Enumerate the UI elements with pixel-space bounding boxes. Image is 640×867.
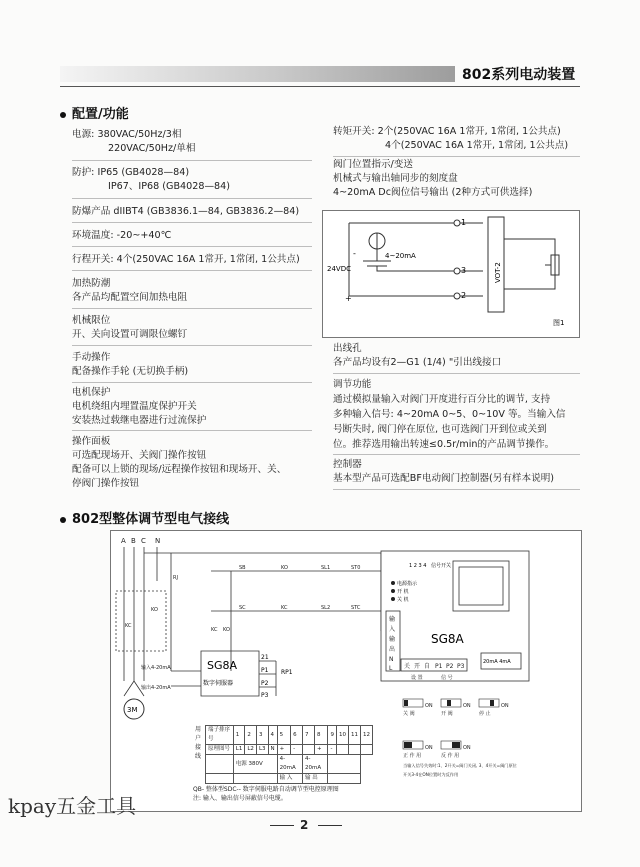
terminal-grid xyxy=(205,725,373,784)
ambient-spec: 环境温度: -20~+40℃ xyxy=(72,230,172,241)
terminal-cell: + xyxy=(277,745,290,755)
terminal-side-char: 用 xyxy=(194,726,201,733)
torque-line-1: 2个(250VAC 16A 1常开, 1常闭, 1公共点) xyxy=(377,126,561,137)
divider xyxy=(72,270,312,271)
divider xyxy=(333,489,580,490)
terminal-row-label: 端子排序号 xyxy=(206,726,234,745)
dip-lever xyxy=(404,742,412,748)
dip-label: 开 阀 xyxy=(441,711,453,717)
manual-text: 配备操作手轮 (无切换手柄) xyxy=(72,366,189,377)
device-label: VOT-2 xyxy=(494,262,502,283)
torque-line-2: 4个(250VAC 16A 1常开, 1常闭, 1公共点) xyxy=(385,140,569,151)
header-rule xyxy=(60,86,580,87)
regulate-line-1: 通过模拟量输入对阀门开度进行百分比的调节, 支持 xyxy=(333,394,551,405)
terminal-cell: 4-20mA xyxy=(303,755,328,774)
terminal-label: 1 xyxy=(461,218,467,227)
power-label: 电源: xyxy=(72,129,95,140)
power-spec xyxy=(72,128,195,156)
terminal-number: 2 xyxy=(245,726,257,745)
dip-switch xyxy=(479,699,499,707)
terminal-cell xyxy=(303,745,315,755)
position-line-1: 机械式与输出轴同步的刻度盘 xyxy=(333,173,458,184)
board-legend-item: 关 xyxy=(404,663,411,670)
mech-limit-text: 开、关向设置可调限位螺钉 xyxy=(72,329,188,340)
terminal-side-char: 户 xyxy=(194,735,201,742)
divider xyxy=(333,454,580,455)
board-side-label: 输 xyxy=(389,636,396,643)
footer-rule xyxy=(318,825,342,826)
signal-label: 输入4-20mA xyxy=(141,665,171,671)
divider xyxy=(72,198,312,199)
bullet-icon xyxy=(60,112,66,118)
terminal-cell: L1 xyxy=(233,745,245,755)
board-range: 20mA 4mA xyxy=(483,659,511,665)
outlet-title: 出线孔 xyxy=(333,343,362,354)
travel-switch-spec: 行程开关: 4个(250VAC 16A 1常开, 1常闭, 1公共点) xyxy=(72,254,300,265)
figure-1-diagram xyxy=(323,211,579,337)
terminal-cell: N xyxy=(268,745,277,755)
terminal-cell: - xyxy=(291,745,303,755)
terminal-number: 10 xyxy=(336,726,348,745)
motor-protect-line-2: 安装热过载继电器进行过流保护 xyxy=(72,415,207,426)
wiring-diagram-box xyxy=(110,530,582,812)
dip-label: 关 阀 xyxy=(403,711,415,717)
dip-mark: ON xyxy=(463,745,471,751)
position-line-2: 4~20mA Dc阀位信号输出 (2种方式可供选择) xyxy=(333,187,533,198)
dip-label: 停 止 xyxy=(479,711,491,717)
terminal-number: 3 xyxy=(256,726,268,745)
terminal-cell: 输 入 xyxy=(277,774,302,784)
relay-label: KC xyxy=(281,605,288,611)
dip-note: 开关3-4在ON位置时为反作用 xyxy=(403,772,459,777)
relay-label: KO xyxy=(223,627,230,633)
terminal-number: 6 xyxy=(291,726,303,745)
motor-protect-spec xyxy=(72,386,206,428)
module-name: SG8A xyxy=(207,659,238,672)
dip-lever xyxy=(490,700,494,706)
module-sub: 数字伺服器 xyxy=(203,680,234,687)
supply-label: 24VDC xyxy=(327,265,351,273)
dip-mark: ON xyxy=(425,703,433,709)
sg8a-module xyxy=(201,651,259,696)
divider xyxy=(72,160,312,161)
phase-label: A xyxy=(121,537,126,545)
terminal-label: 3 xyxy=(461,266,467,275)
dip-label: 反 作 用 xyxy=(441,753,460,759)
outlet-spec xyxy=(333,342,501,370)
terminal-side-char: 接 xyxy=(194,744,201,751)
wiring-note xyxy=(193,785,339,803)
terminal-number: 7 xyxy=(303,726,315,745)
terminal-cell: - xyxy=(328,745,337,755)
section-heading-config xyxy=(60,103,129,122)
regulate-line-4: 位。推荐选用输出转速≤0.5r/min的产品调节操作。 xyxy=(333,439,555,450)
bullet-icon xyxy=(60,517,66,523)
regulate-line-3: 号断失时, 阀门停在原位, 也可选阀门开到位或关到 xyxy=(333,424,547,435)
module-pin: P1 xyxy=(261,667,269,674)
board-legend-item: P1 xyxy=(435,663,443,670)
board-led-label: 关 机 xyxy=(397,597,409,603)
section-title: 配置/功能 xyxy=(72,107,129,122)
regulate-spec xyxy=(333,377,566,452)
controller-text: 基本型产品可选配BF电动阀门控制器(另有样本说明) xyxy=(333,473,555,484)
relay-label: STC xyxy=(351,605,361,611)
divider xyxy=(72,308,312,309)
terminal-3 xyxy=(454,268,460,274)
divider xyxy=(72,430,312,431)
signal-wire xyxy=(171,671,201,686)
motor-protect-title: 电机保护 xyxy=(72,387,111,398)
page-title: 802系列电动装置 xyxy=(462,67,576,83)
divider xyxy=(72,246,312,247)
rp-label: RP1 xyxy=(281,669,293,676)
dip-mark: ON xyxy=(501,703,509,709)
position-title: 阀门位置指示/变送 xyxy=(333,159,413,170)
motor-label: 3M xyxy=(127,706,138,714)
footer-rule xyxy=(270,825,294,826)
controller-title: 控制器 xyxy=(333,459,362,470)
divider xyxy=(72,222,312,223)
board-side-label: N xyxy=(389,656,394,663)
board-name: SG8A xyxy=(431,632,464,646)
terminal-2 xyxy=(454,293,460,299)
divider xyxy=(333,156,580,157)
board-footer: 信 号 xyxy=(441,675,453,681)
heating-spec xyxy=(72,277,187,305)
source-label: 4~20mA xyxy=(385,252,416,260)
board-legend-item: 开 xyxy=(414,663,421,670)
protection-line-1: IP65 (GB4028—84) xyxy=(97,167,190,178)
terminal-side-char: 线 xyxy=(194,753,201,760)
terminal-1 xyxy=(454,220,460,226)
protection-line-2: IP67、IP68 (GB4028—84) xyxy=(108,181,231,192)
relay-label: KC xyxy=(125,623,132,629)
terminal-cell: + xyxy=(314,745,327,755)
contactor-group xyxy=(116,591,166,651)
wire xyxy=(504,239,555,289)
dip-note: 当输入信号失效时:1、2开关=阀门关闭, 3、4开关=阀门原位 xyxy=(403,763,517,768)
board-side-label: 输 xyxy=(389,616,396,623)
board-legend-item: 自 xyxy=(424,663,431,670)
regulate-line-2: 多种输入信号: 4~20mA 0~5、0~10V 等。当输入信 xyxy=(333,409,566,420)
panel-line-3: 停阀门操作按钮 xyxy=(72,478,140,489)
terminal-number: 12 xyxy=(360,726,372,745)
relay-label: SL1 xyxy=(321,565,331,571)
terminal-cell: 输 出 xyxy=(303,774,328,784)
dip-mark: ON xyxy=(425,745,433,751)
terminal-cell: 电源 380V xyxy=(233,755,277,774)
section-title: 802型整体调节型电气接线 xyxy=(72,512,230,527)
led-icon xyxy=(391,589,395,593)
board-legend-item: P2 xyxy=(446,663,454,670)
board-side-label: 出 xyxy=(389,646,396,653)
mech-limit-title: 机械限位 xyxy=(72,315,111,326)
divider xyxy=(72,382,312,383)
plus-sign: + xyxy=(345,294,352,303)
phase-label: N xyxy=(155,537,161,545)
protection-spec xyxy=(72,166,230,194)
torque-spec xyxy=(333,125,568,153)
divider xyxy=(333,373,580,374)
phase-label: C xyxy=(141,537,146,545)
panel-spec xyxy=(72,435,286,491)
panel-line-2: 配备可以上锁的现场/远程操作按钮和现场开、关、 xyxy=(72,464,287,475)
terminal-number: 11 xyxy=(348,726,360,745)
heating-text: 各产品均配置空间加热电阻 xyxy=(72,292,188,303)
board-footer: 设 置 xyxy=(411,675,423,681)
terminal-number: 1 xyxy=(233,726,245,745)
figure-1-box xyxy=(322,210,580,338)
led-icon xyxy=(391,581,395,585)
page-number: 2 xyxy=(300,818,309,832)
relay-label: SB xyxy=(239,565,246,571)
controller-spec xyxy=(333,458,554,486)
board-led-label: 电源指示 xyxy=(397,581,418,587)
module-pin: P3 xyxy=(261,692,269,699)
watermark: kpay五金工具 xyxy=(8,794,137,818)
dip-lever xyxy=(452,742,460,748)
board-side-label: 入 xyxy=(389,626,396,633)
terminal-row-label: 原理图号 xyxy=(206,745,234,755)
terminal-side xyxy=(193,725,203,761)
terminal-label: 2 xyxy=(461,291,467,300)
relay-label: SL2 xyxy=(321,605,331,611)
board-legend-item: P3 xyxy=(457,663,465,670)
board-switch-note: 信号开关 xyxy=(431,563,452,569)
header-bar xyxy=(60,66,455,82)
divider xyxy=(72,345,312,346)
relay-label: ST0 xyxy=(351,565,361,571)
dip-label: 正 作 用 xyxy=(403,753,422,759)
panel-line-1: 可选配现场开、关阀门操作按钮 xyxy=(72,450,207,461)
explosion-spec: 防爆产品 dIIBT4 (GB3836.1—84, GB3836.2—84) xyxy=(72,206,300,217)
power-line-2: 220VAC/50Hz/单相 xyxy=(108,143,196,154)
phase-label: B xyxy=(131,537,136,545)
board-display-inner xyxy=(459,567,503,605)
minus-sign: - xyxy=(353,249,356,258)
dip-lever xyxy=(404,700,408,706)
relay-label: KC xyxy=(211,627,218,633)
board-switch-title: 1 2 3 4 xyxy=(409,563,427,569)
signal-label: 输出4-20mA xyxy=(141,685,171,691)
section-heading-wiring xyxy=(60,508,229,527)
manual-title: 手动操作 xyxy=(72,352,111,363)
figure-caption: 图1 xyxy=(553,319,565,327)
mech-limit-spec xyxy=(72,314,187,342)
regulate-title: 调节功能 xyxy=(333,379,372,390)
terminal-number: 9 xyxy=(328,726,337,745)
battery-icon xyxy=(363,261,391,266)
wiring-note-line: QB- 整体型SDC-- 数字伺服电路自动调节型电控原理图 xyxy=(193,786,339,793)
terminal-number: 4 xyxy=(268,726,277,745)
motor-protect-line-1: 电机绕组内埋置温度保护开关 xyxy=(72,401,197,412)
relay-label: KO xyxy=(281,565,288,571)
terminal-cell: L3 xyxy=(256,745,268,755)
relay-label: SC xyxy=(239,605,246,611)
relay-label: KO xyxy=(151,607,158,613)
terminal-number: 5 xyxy=(277,726,290,745)
terminal-number: 8 xyxy=(314,726,327,745)
board-led-label: 开 机 xyxy=(397,589,409,595)
manual-spec xyxy=(72,351,188,379)
wiring-note-line: 注: 输入、输出信号屏蔽信号电缆。 xyxy=(193,795,287,802)
heating-title: 加热防潮 xyxy=(72,278,111,289)
position-spec xyxy=(333,158,532,200)
board-side-label: L xyxy=(389,665,393,672)
terminal-cell: 4-20mA xyxy=(277,755,302,774)
torque-label: 转矩开关: xyxy=(333,126,375,137)
led-icon xyxy=(391,597,395,601)
module-pin: P2 xyxy=(261,680,269,687)
outlet-text: 各产品均设有2—G1 (1/4) "引出线接口 xyxy=(333,357,502,368)
dip-lever xyxy=(447,700,451,706)
power-line-1: 380VAC/50Hz/3相 xyxy=(97,129,182,140)
protection-label: 防护: xyxy=(72,167,95,178)
module-pin: 21 xyxy=(261,654,269,661)
panel-title: 操作面板 xyxy=(72,436,111,447)
phase-wires xyxy=(124,547,157,681)
relay-label: RJ xyxy=(173,575,178,581)
terminal-cell: L2 xyxy=(245,745,257,755)
dip-mark: ON xyxy=(463,703,471,709)
